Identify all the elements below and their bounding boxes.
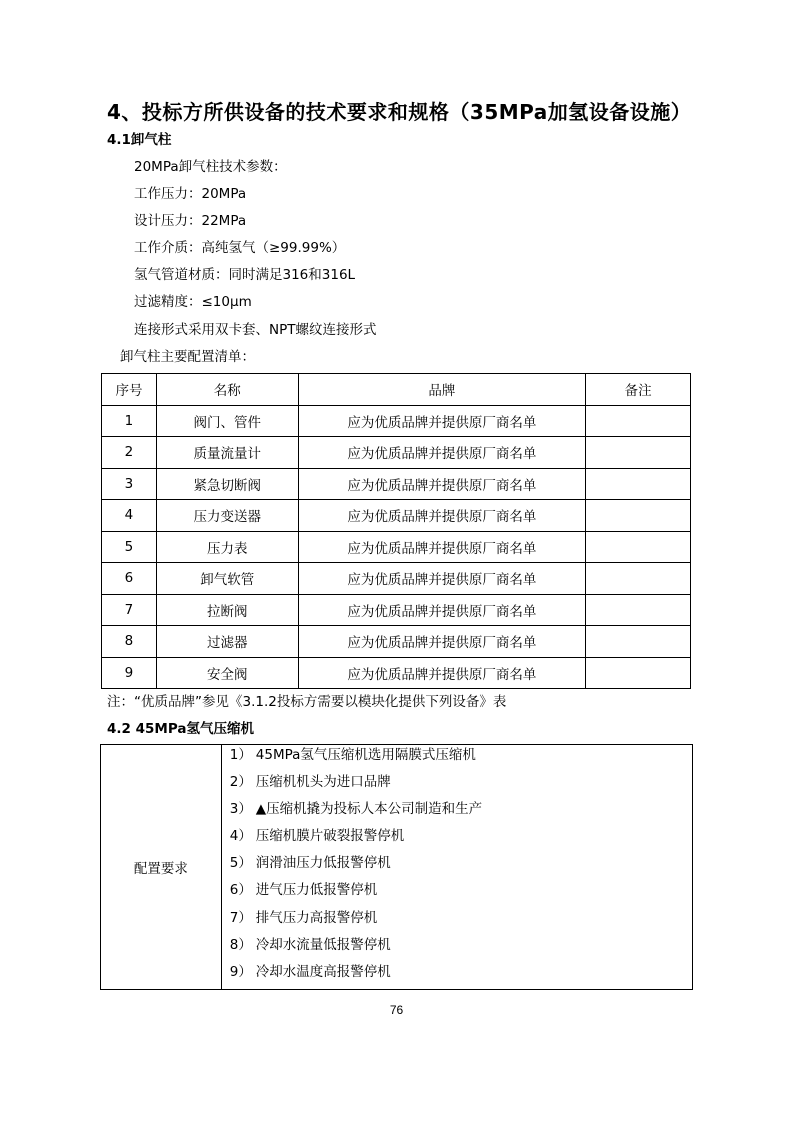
- table-cell: 应为优质品牌并提供原厂商名单: [298, 500, 585, 532]
- table-cell: 卸气软管: [156, 563, 298, 595]
- table-cell: 拉断阀: [156, 594, 298, 626]
- table-cell: 3: [102, 468, 157, 500]
- requirements-list: [221, 745, 692, 990]
- table-cell: 应为优质品牌并提供原厂商名单: [298, 626, 585, 658]
- table-note: 注：“优质品牌”参见《3.1.2投标方需要以模块化提供下列设备》表: [107, 694, 507, 710]
- table-cell: 应为优质品牌并提供原厂商名单: [298, 468, 585, 500]
- table-cell: [586, 563, 691, 595]
- section-4-1-title: 4.1卸气柱: [107, 132, 172, 148]
- table-row: [102, 657, 691, 689]
- list-item: [222, 853, 692, 880]
- list-item: [222, 908, 692, 935]
- table-cell: 6: [102, 563, 157, 595]
- table-row: [102, 531, 691, 563]
- table-cell: 压力变送器: [156, 500, 298, 532]
- item-text: 冷却水温度高报警停机: [255, 963, 391, 980]
- table-cell: 安全阀: [156, 657, 298, 689]
- table-header-cell: 品牌: [298, 374, 585, 406]
- config-list-title: 卸气柱主要配置清单：: [120, 349, 255, 365]
- list-item: [222, 880, 692, 907]
- param-line: 氢气管道材质：同时满足316和316L: [134, 267, 356, 283]
- table-cell: 应为优质品牌并提供原厂商名单: [298, 657, 585, 689]
- table-cell: [586, 405, 691, 437]
- table-cell: 应为优质品牌并提供原厂商名单: [298, 594, 585, 626]
- table-cell: 2: [102, 437, 157, 469]
- list-item: [222, 935, 692, 962]
- table-cell: 9: [102, 657, 157, 689]
- table-cell: 压力表: [156, 531, 298, 563]
- param-line: 设计压力：22MPa: [134, 213, 247, 229]
- table-header-cell: 名称: [156, 374, 298, 406]
- param-line: 工作压力：20MPa: [134, 186, 247, 202]
- item-number: 1）: [229, 747, 252, 763]
- list-item: [222, 745, 692, 772]
- table-cell: [586, 468, 691, 500]
- page-heading: 4、投标方所供设备的技术要求和规格（35MPa加氢设备设施）: [107, 100, 692, 124]
- table-cell: 1: [102, 405, 157, 437]
- item-text: 冷却水流量低报警停机: [255, 936, 391, 953]
- page-number: 76: [389, 1003, 404, 1017]
- item-number: 8）: [229, 936, 252, 953]
- table-row: [102, 500, 691, 532]
- item-text: 排气压力高报警停机: [255, 909, 378, 926]
- item-number: 5）: [229, 855, 252, 872]
- config-requirements-table: [100, 744, 693, 990]
- config-requirements-label: 配置要求: [101, 745, 222, 990]
- list-item: [222, 962, 692, 989]
- table-cell: [586, 626, 691, 658]
- config-table: [101, 373, 691, 689]
- table-cell: [586, 531, 691, 563]
- table-cell: 阀门、管件: [156, 405, 298, 437]
- item-number: 7）: [229, 909, 252, 926]
- item-number: 4）: [229, 828, 252, 845]
- table-cell: 应为优质品牌并提供原厂商名单: [298, 405, 585, 437]
- item-number: 2）: [229, 774, 252, 791]
- table-cell: [586, 657, 691, 689]
- item-text: ▲压缩机撬为投标人本公司制造和生产: [255, 801, 483, 818]
- table-cell: [586, 500, 691, 532]
- list-item: [222, 799, 692, 826]
- item-number: 6）: [229, 882, 252, 899]
- param-line: 工作介质：高纯氢气（≥99.99%）: [134, 240, 346, 256]
- section-4-2-title: 4.2 45MPa氢气压缩机: [107, 721, 254, 737]
- table-cell: 质量流量计: [156, 437, 298, 469]
- item-text: 压缩机机头为进口品牌: [255, 774, 391, 791]
- table-row: [101, 745, 693, 990]
- item-number: 3）: [229, 801, 252, 818]
- list-item: [222, 772, 692, 799]
- table-header-cell: 备注: [586, 374, 691, 406]
- table-cell: 应为优质品牌并提供原厂商名单: [298, 437, 585, 469]
- param-line: 连接形式采用双卡套、NPT螺纹连接形式: [134, 322, 377, 338]
- item-text: 压缩机膜片破裂报警停机: [255, 828, 405, 845]
- item-text: 润滑油压力低报警停机: [255, 855, 391, 872]
- table-row: [102, 563, 691, 595]
- table-cell: 8: [102, 626, 157, 658]
- list-item: [222, 826, 692, 853]
- table-cell: 7: [102, 594, 157, 626]
- item-number: 9）: [229, 963, 252, 980]
- table-cell: [586, 594, 691, 626]
- table-cell: 5: [102, 531, 157, 563]
- table-cell: 应为优质品牌并提供原厂商名单: [298, 531, 585, 563]
- table-row: [102, 594, 691, 626]
- param-line: 过滤精度：≤10μm: [134, 294, 252, 310]
- table-cell: 过滤器: [156, 626, 298, 658]
- table-row: [102, 468, 691, 500]
- table-header-row: [102, 374, 691, 406]
- table-header-cell: 序号: [102, 374, 157, 406]
- table-row: [102, 437, 691, 469]
- table-row: [102, 626, 691, 658]
- table-row: [102, 405, 691, 437]
- item-text: 45MPa氢气压缩机选用隔膜式压缩机: [255, 747, 476, 763]
- param-line: 20MPa卸气柱技术参数：: [134, 159, 287, 175]
- table-cell: 4: [102, 500, 157, 532]
- item-text: 进气压力低报警停机: [255, 882, 378, 899]
- table-cell: [586, 437, 691, 469]
- table-cell: 应为优质品牌并提供原厂商名单: [298, 563, 585, 595]
- table-cell: 紧急切断阀: [156, 468, 298, 500]
